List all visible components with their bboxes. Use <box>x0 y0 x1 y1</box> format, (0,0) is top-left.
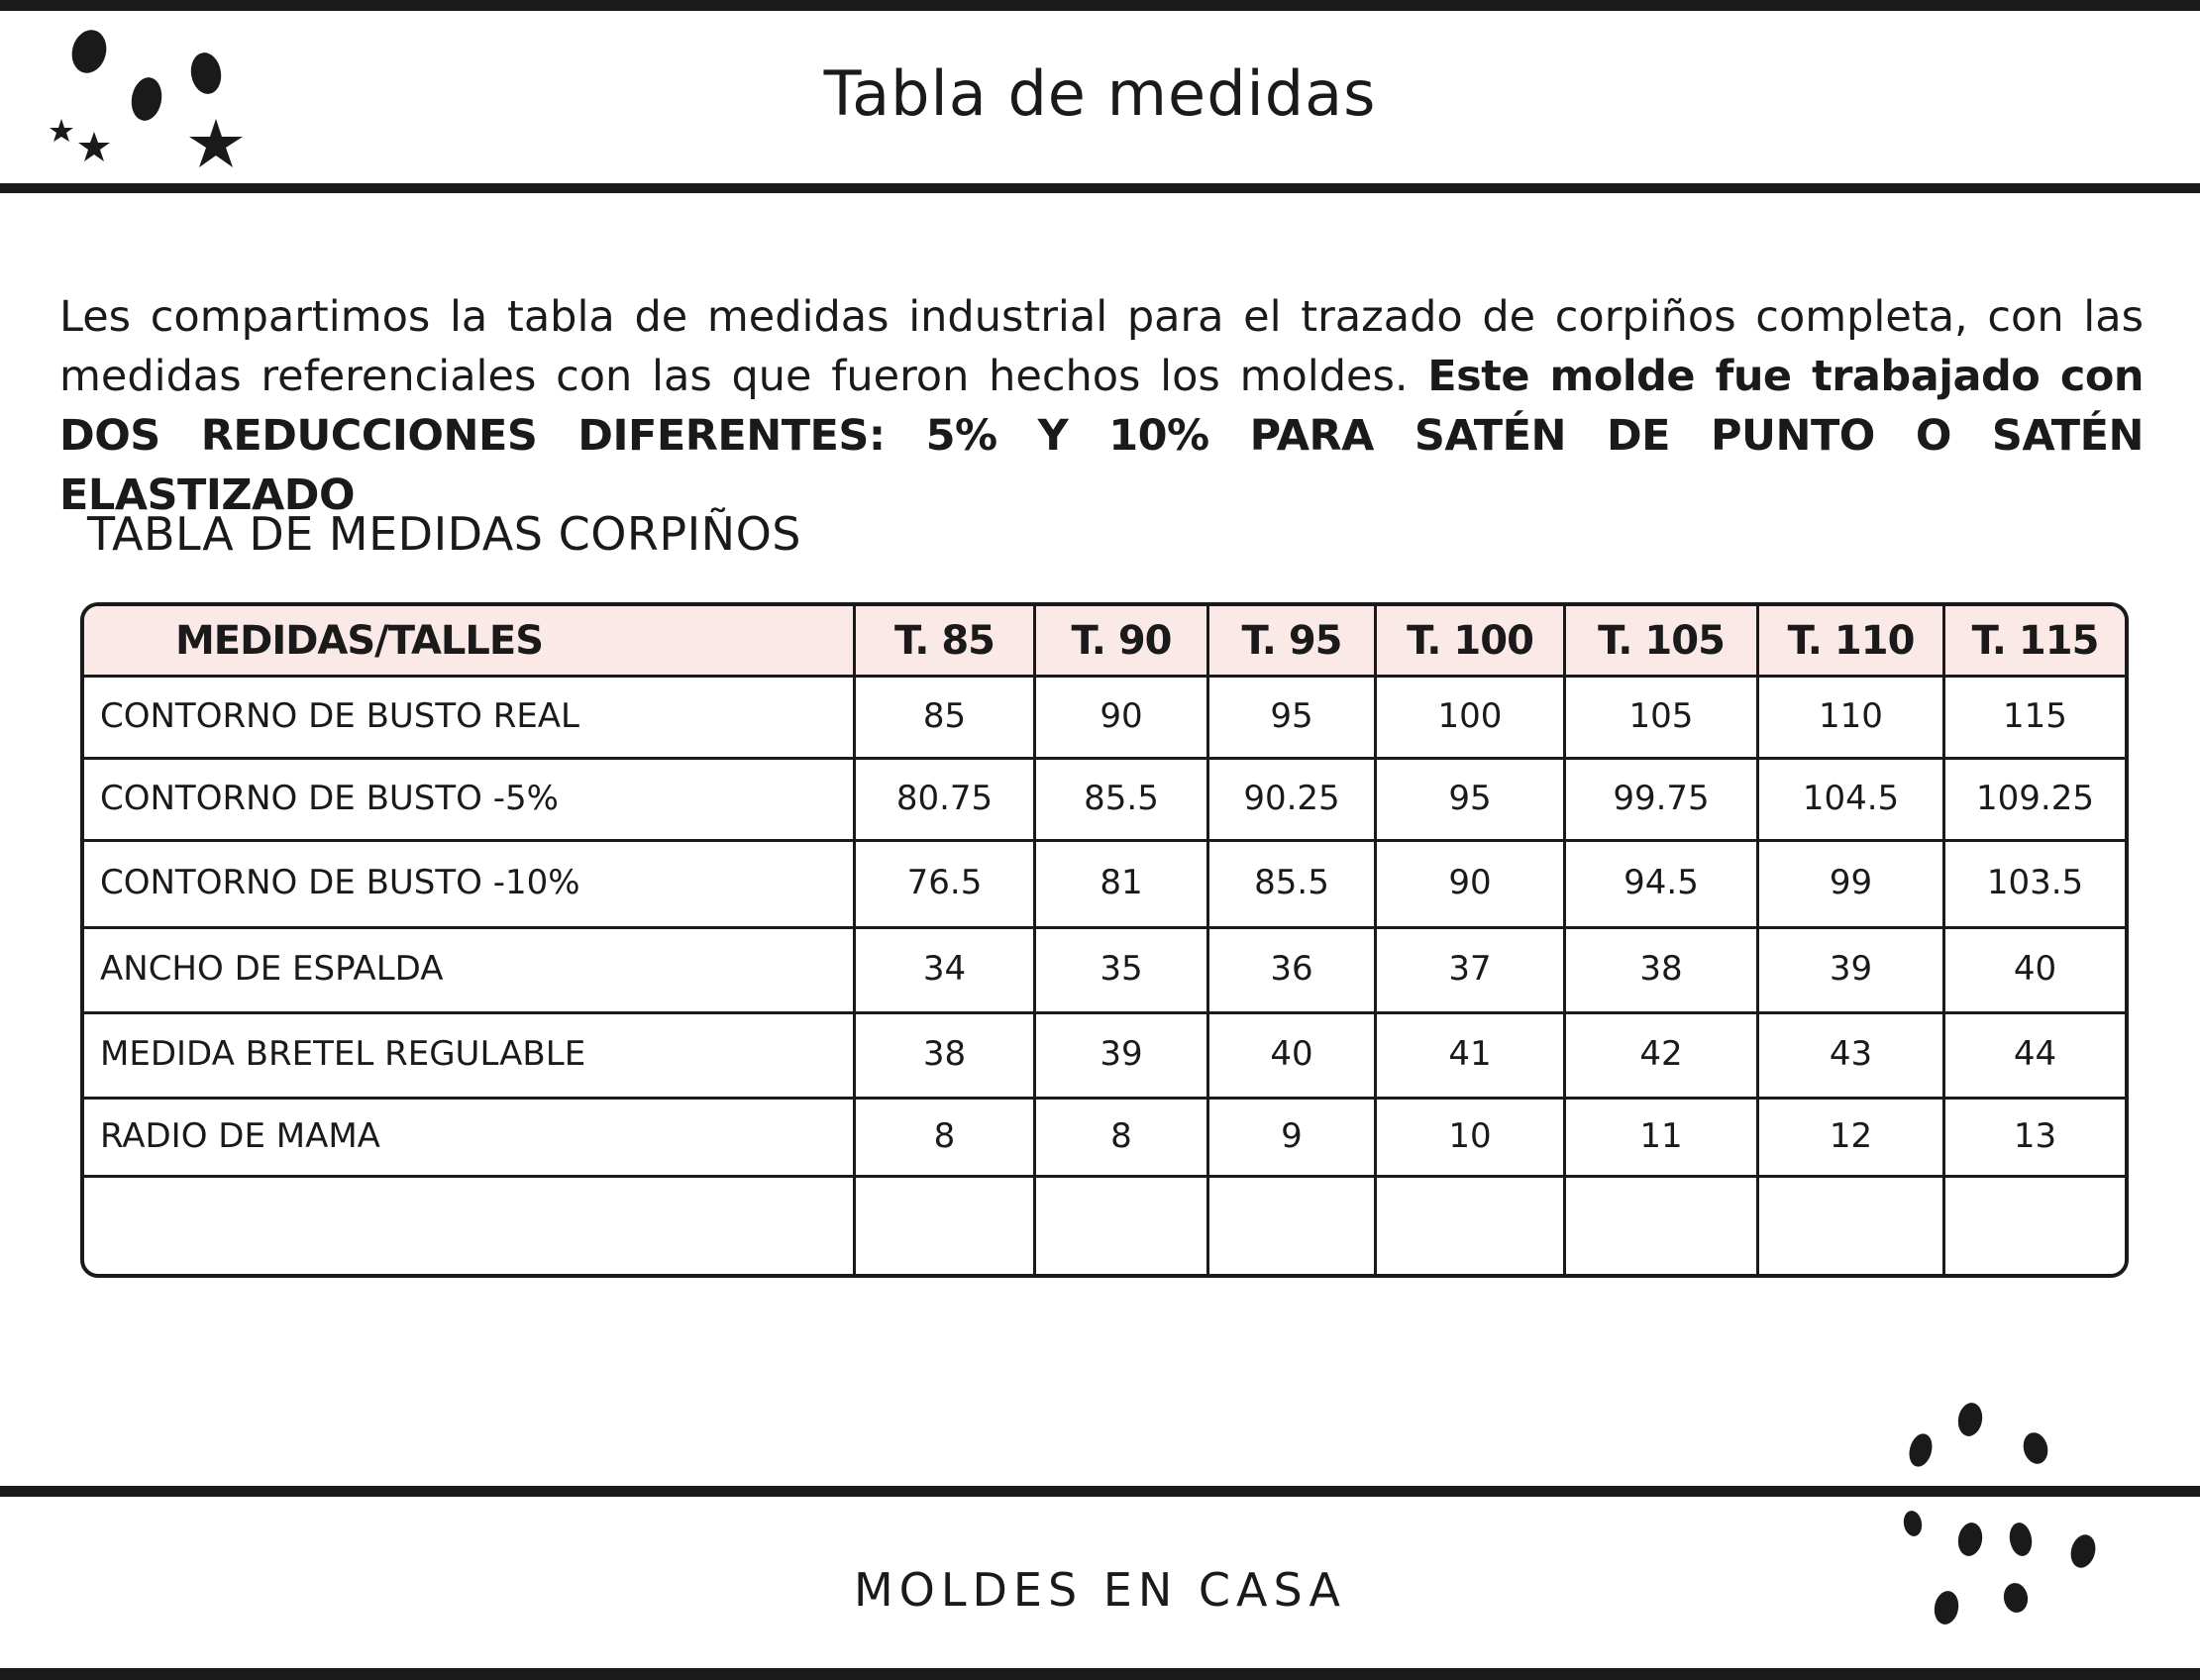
table-row <box>84 757 2125 842</box>
value-cell: 115 <box>2003 695 2067 736</box>
value-cell: 80.75 <box>856 757 1036 839</box>
intro-paragraph <box>59 287 2144 525</box>
value-cell <box>1566 1175 1759 1274</box>
value-cell <box>1945 1175 2125 1274</box>
table-row <box>84 1097 2125 1178</box>
value-cell <box>856 1175 1036 1274</box>
value-cell: 43 <box>1759 1011 1945 1097</box>
value-cell: 85.5 <box>1036 757 1209 839</box>
value-cell: 39 <box>1036 1011 1209 1097</box>
size-header-cell: T. 115 <box>1971 617 2099 664</box>
value-cell: 76.5 <box>856 839 1036 926</box>
page-title: Tabla de medidas <box>823 57 1377 130</box>
size-header-cell: T. 85 <box>856 606 1036 675</box>
value-cell: 39 <box>1759 926 1945 1011</box>
value-cell <box>1377 1175 1566 1274</box>
value-cell: 38 <box>1566 926 1759 1011</box>
table-row <box>84 675 2125 760</box>
value-cell: 105 <box>1566 675 1759 757</box>
table-row <box>84 926 2125 1014</box>
value-cell: 81 <box>1036 839 1209 926</box>
row-label: CONTORNO DE BUSTO -10% <box>84 839 856 926</box>
value-cell: 90 <box>1377 839 1566 926</box>
value-cell: 10 <box>1377 1097 1566 1175</box>
value-cell: 85 <box>856 675 1036 757</box>
brand-footer: MOLDES EN CASA <box>853 1563 1347 1617</box>
value-cell: 8 <box>1036 1097 1209 1175</box>
value-cell: 40 <box>1209 1011 1377 1097</box>
table-row <box>84 1011 2125 1100</box>
intro-text: Les compartimos la tabla de medidas industrial para el trazado de corpiños completa, con las medidas referenciales con las que fueron hechos los moldes. <box>59 292 2144 401</box>
value-cell <box>1036 1175 1209 1274</box>
value-cell: 9 <box>1209 1097 1377 1175</box>
value-cell: 90 <box>1036 675 1209 757</box>
intro-bold-text: Este molde fue trabajado con DOS REDUCCIONES DIFERENTES: 5% Y 10% PARA SATÉN DE PUNTO O SATÉN ELASTIZADO <box>59 352 2144 520</box>
value-cell: 37 <box>1377 926 1566 1011</box>
table-title: TABLA DE MEDIDAS CORPIÑOS <box>87 507 801 561</box>
value-cell: 95 <box>1209 675 1377 757</box>
value-cell: 109.25 <box>1976 778 2094 818</box>
row-label: CONTORNO DE BUSTO -5% <box>84 757 856 839</box>
bottom-border-rule <box>0 1668 2200 1680</box>
value-cell: 99.75 <box>1566 757 1759 839</box>
dot-icon <box>1902 1510 1924 1538</box>
dot-icon <box>2007 1521 2035 1557</box>
value-cell: 110 <box>1759 675 1945 757</box>
dot-icon <box>1955 1521 1985 1558</box>
row-label <box>84 1175 856 1274</box>
header-label-cell: MEDIDAS/TALLES <box>84 606 856 675</box>
value-cell <box>1759 1175 1945 1274</box>
dot-icon <box>1955 1401 1985 1438</box>
value-cell: 42 <box>1566 1011 1759 1097</box>
dot-icon <box>1906 1431 1936 1470</box>
value-cell: 41 <box>1377 1011 1566 1097</box>
value-cell: 99 <box>1759 839 1945 926</box>
value-cell: 8 <box>856 1097 1036 1175</box>
value-cell: 85.5 <box>1209 839 1377 926</box>
value-cell: 11 <box>1566 1097 1759 1175</box>
value-cell: 104.5 <box>1759 757 1945 839</box>
value-cell: 95 <box>1377 757 1566 839</box>
value-cell: 44 <box>2013 1034 2057 1074</box>
value-cell: 12 <box>1759 1097 1945 1175</box>
value-cell: 35 <box>1036 926 1209 1011</box>
row-label: MEDIDA BRETEL REGULABLE <box>84 1011 856 1097</box>
star-icon <box>78 132 110 161</box>
dot-icon <box>2020 1429 2050 1466</box>
size-header-cell: T. 105 <box>1566 606 1759 675</box>
value-cell: 103.5 <box>1986 863 2084 902</box>
row-label: CONTORNO DE BUSTO REAL <box>84 675 856 757</box>
top-border-rule <box>0 0 2200 11</box>
value-cell <box>1209 1175 1377 1274</box>
table-row <box>84 839 2125 929</box>
footer-divider-rule <box>0 1486 2200 1497</box>
table-row-empty <box>84 1175 2125 1274</box>
table-header-row <box>84 606 2125 678</box>
value-cell: 34 <box>856 926 1036 1011</box>
value-cell: 13 <box>2013 1115 2057 1156</box>
value-cell: 38 <box>856 1011 1036 1097</box>
size-header-cell: T. 95 <box>1209 606 1377 675</box>
row-label: RADIO DE MAMA <box>84 1097 856 1175</box>
size-header-cell: T. 100 <box>1377 606 1566 675</box>
header-divider-rule <box>0 183 2200 193</box>
row-label: ANCHO DE ESPALDA <box>84 926 856 1011</box>
value-cell: 90.25 <box>1209 757 1377 839</box>
value-cell: 94.5 <box>1566 839 1759 926</box>
value-cell: 36 <box>1209 926 1377 1011</box>
value-cell: 100 <box>1377 675 1566 757</box>
value-cell: 40 <box>2013 949 2057 989</box>
size-header-cell: T. 110 <box>1759 606 1945 675</box>
size-header-cell: T. 90 <box>1036 606 1209 675</box>
measurements-table <box>80 602 2129 1278</box>
